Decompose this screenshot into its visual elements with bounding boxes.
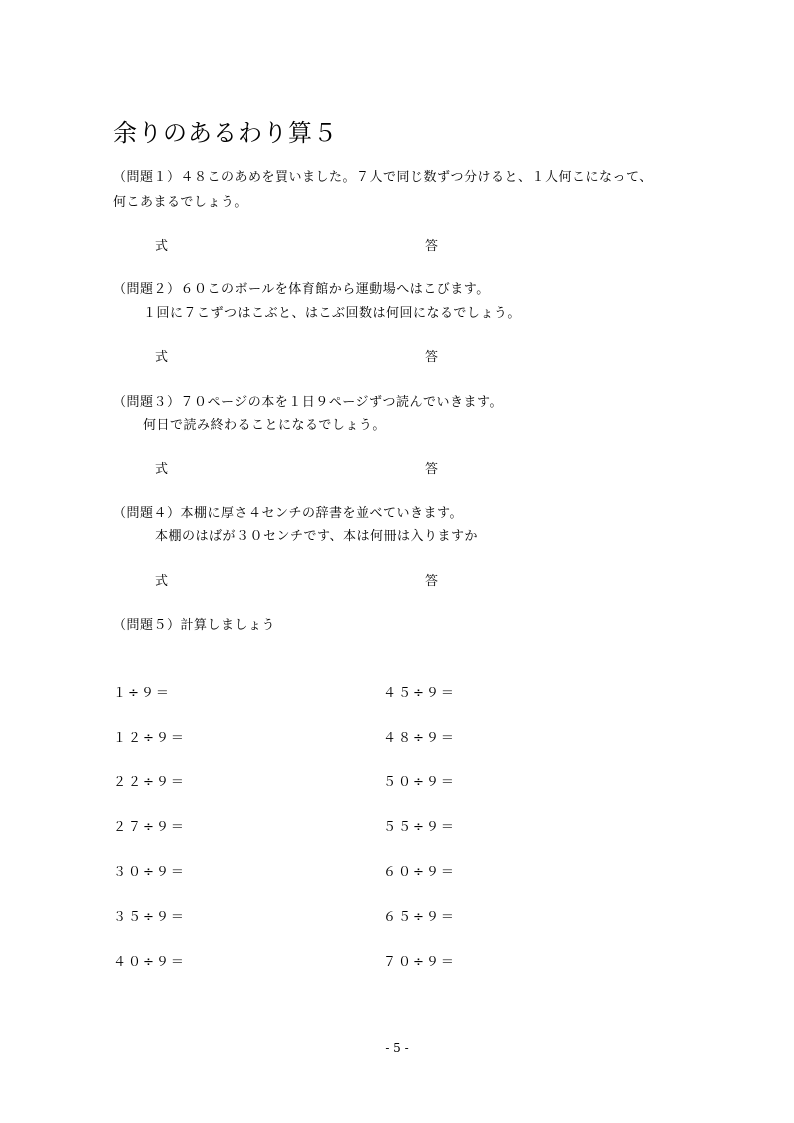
problem-3-answer-label: 答 [425, 462, 439, 477]
calc-left-1: １÷９＝ [113, 686, 171, 701]
page-title: 余りのあるわり算５ [113, 119, 338, 147]
problem-1-label: （問題１） [113, 170, 181, 185]
problem-5-label: （問題５） [113, 618, 181, 633]
problem-1-line-1 [113, 166, 653, 185]
problem-2-line-1 [113, 278, 490, 297]
problem-5-line-1 [113, 614, 275, 633]
problem-4-line-2: 本棚のはばが３０センチです、本は何冊は入りますか [155, 529, 478, 544]
page-number: - 5 - [385, 1041, 409, 1055]
problem-3-text: ７０ページの本を１日９ページずつ読んでいきます。 [180, 395, 503, 410]
calc-right-5: ６０÷９＝ [383, 865, 456, 880]
problem-2-line-2: １回に７こずつはこぶと、はこぶ回数は何回になるでしょう。 [143, 306, 521, 321]
problem-3-line-1 [113, 391, 503, 410]
problem-1-line-2: 何こあまるでしょう。 [113, 195, 248, 210]
calc-right-6: ６５÷９＝ [383, 910, 456, 925]
calc-right-2: ４８÷９＝ [383, 731, 456, 746]
calc-right-7: ７０÷９＝ [383, 955, 456, 970]
calc-left-2: １２÷９＝ [113, 731, 186, 746]
calc-left-3: ２２÷９＝ [113, 775, 186, 790]
problem-2-answer-label: 答 [425, 350, 439, 365]
problem-2-text: ６０このボールを体育館から運動場へはこびます。 [180, 282, 490, 297]
problem-3-label: （問題３） [113, 395, 181, 410]
calc-left-6: ３５÷９＝ [113, 910, 186, 925]
calc-right-3: ５０÷９＝ [383, 775, 456, 790]
calc-right-1: ４５÷９＝ [383, 686, 456, 701]
problem-4-formula-label: 式 [155, 574, 169, 589]
problem-2-label: （問題２） [113, 282, 181, 297]
calc-right-4: ５５÷９＝ [383, 820, 456, 835]
problem-1-formula-label: 式 [155, 239, 169, 254]
calc-left-4: ２７÷９＝ [113, 820, 186, 835]
problem-4-answer-label: 答 [425, 574, 439, 589]
problem-1-answer-label: 答 [425, 239, 439, 254]
problem-4-line-1 [113, 502, 463, 521]
problem-3-formula-label: 式 [155, 462, 169, 477]
calc-left-7: ４０÷９＝ [113, 955, 186, 970]
problem-1-text: ４８このあめを買いました。７人で同じ数ずつ分けると、１人何こになって、 [180, 170, 653, 185]
problem-4-text: 本棚に厚さ４センチの辞書を並べていきます。 [180, 506, 463, 521]
problem-4-label: （問題４） [113, 506, 181, 521]
problem-2-formula-label: 式 [155, 350, 169, 365]
calc-left-5: ３０÷９＝ [113, 865, 186, 880]
problem-3-line-2: 何日で読み終わることになるでしょう。 [143, 418, 386, 433]
problem-5-text: 計算しましょう [180, 618, 276, 633]
